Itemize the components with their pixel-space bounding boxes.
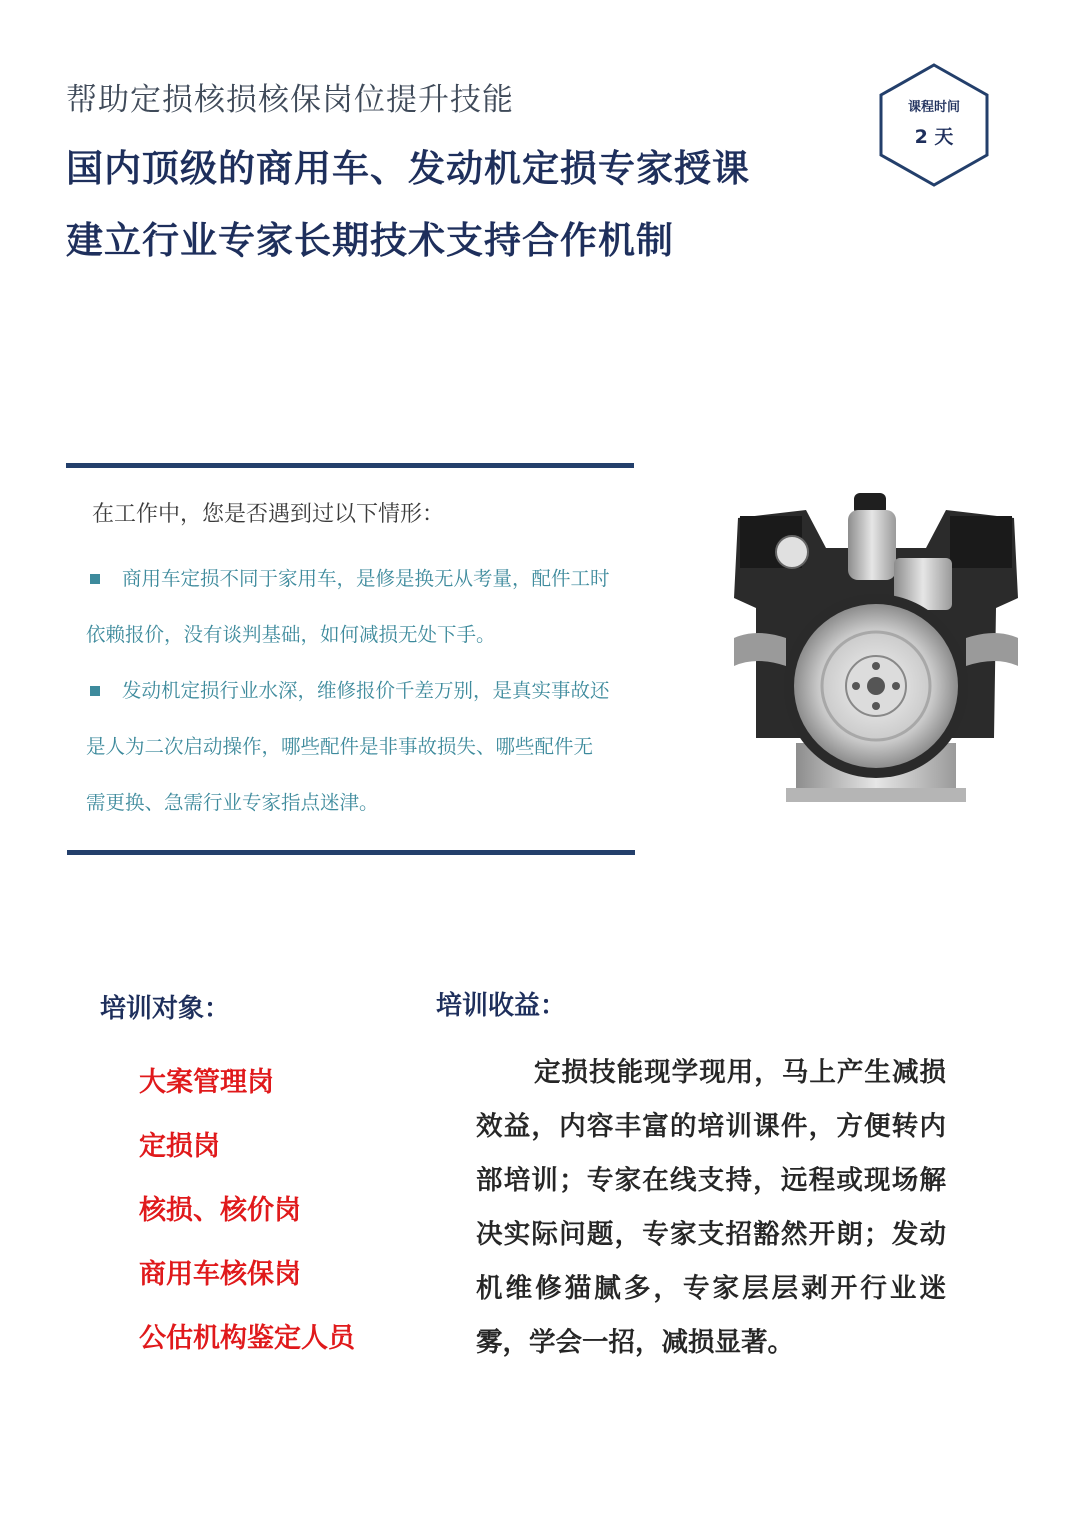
training-benefits-text: 定损技能现学现用，马上产生减损效益，内容丰富的培训课件，方便转内部培训；专家在线支持，远程或现场解决实际问题，专家支招豁然开朗；发动机维修猫腻多，专家层层剥开行业迷雾，学会一招，减损显著。 [476,1057,946,1358]
situations-title: 在工作中，您是否遇到过以下情形： [92,502,445,527]
training-benefits-title: 培训收益： [436,991,567,1021]
headline-1: 国内顶级的商用车、发动机定损专家授课 [66,147,750,190]
list-item: 大案管理岗 [139,1067,274,1098]
course-duration-label: 课程时间 [907,100,960,115]
list-item: 公估机构鉴定人员 [139,1323,355,1354]
divider-top [66,463,634,468]
square-bullet-icon [90,686,100,696]
situation-item [86,663,611,831]
list-item: 核损、核价岗 [139,1195,301,1226]
situation-text: 发动机定损行业水深，维修报价千差万别，是真实事故还是人为二次启动操作，哪些配件是非事故损失、哪些配件无需更换、急需行业专家指点迷津。 [86,679,610,814]
divider-bottom [67,850,635,855]
list-item: 商用车核保岗 [139,1259,301,1290]
training-targets-title: 培训对象： [100,994,231,1024]
training-targets-list [139,1051,355,1371]
square-bullet-icon [90,574,100,584]
engine-image [726,488,1026,806]
course-duration-badge [878,62,990,188]
course-duration-value: 2 天 [914,126,954,148]
situation-text: 商用车定损不同于家用车，是修是换无从考量，配件工时依赖报价，没有谈判基础，如何减损无处下手。 [86,567,610,646]
page-subtitle: 帮助定损核损核保岗位提升技能 [66,82,514,118]
headline-2: 建立行业专家长期技术支持合作机制 [66,219,674,262]
situation-item [86,551,611,663]
list-item: 定损岗 [139,1131,220,1162]
